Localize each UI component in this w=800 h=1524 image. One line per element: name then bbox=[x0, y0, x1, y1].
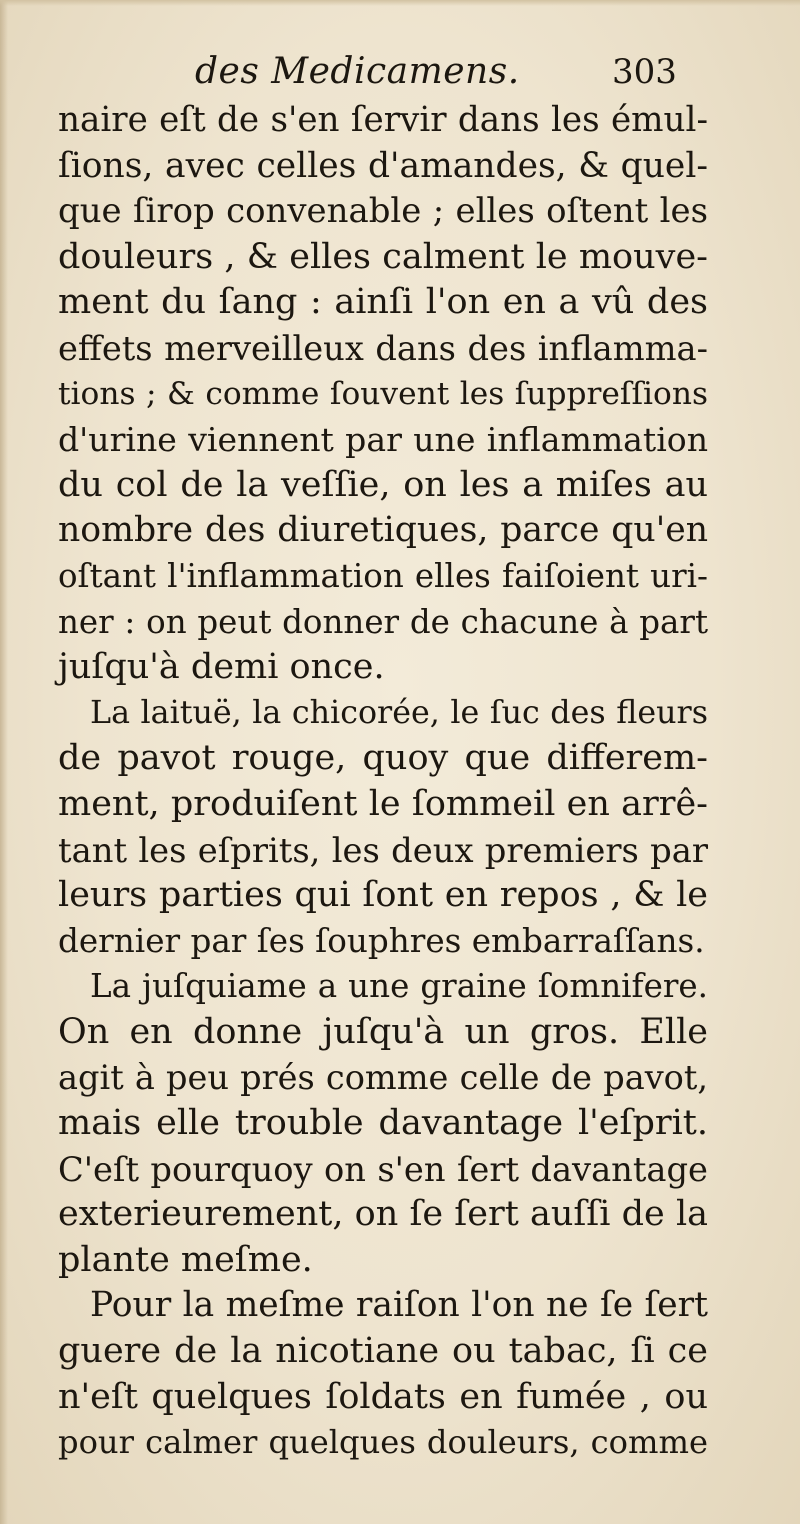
text-line: C'eſt pourquoy on s'en ſert davantage bbox=[58, 1149, 708, 1189]
paragraph-end-line: dernier par ſes ſouphres embarraſſans. bbox=[58, 921, 705, 960]
text-line: exterieurement, on ſe ſert auſſi de la bbox=[58, 1194, 708, 1235]
text-line: ſions, avec celles d'amandes, & quel- bbox=[58, 145, 708, 186]
text-line: leurs parties qui ſont en repos , & le bbox=[58, 875, 708, 916]
text-line: tant les eſprits, les deux premiers par bbox=[58, 830, 708, 870]
text-line: guere de la nicotiane ou tabac, ſi ce bbox=[58, 1331, 708, 1372]
text-line: mais elle trouble davantage l'eſprit. bbox=[58, 1103, 708, 1144]
running-head bbox=[0, 44, 800, 104]
paragraph-end-line: plante meſme. bbox=[58, 1239, 313, 1280]
text-line: effets merveilleux dans des inflamma- bbox=[58, 328, 708, 368]
text-line: d'urine viennent par une inflammation bbox=[58, 420, 708, 460]
text-line: nombre des diuretiques, parce qu'en bbox=[58, 510, 708, 551]
running-title: des Medicamens. bbox=[195, 51, 520, 92]
text-line: que ſirop convenable ; elles oſtent les bbox=[58, 192, 708, 232]
paragraph-start-line: La laituë, la chicorée, le ſuc des fleurs bbox=[90, 694, 708, 731]
text-line: de pavot rouge, quoy que differem- bbox=[58, 738, 708, 779]
page-number: 303 bbox=[612, 52, 677, 92]
page-top-shadow bbox=[0, 0, 800, 6]
body-text bbox=[58, 98, 708, 1466]
text-line: douleurs , & elles calment le mouve- bbox=[58, 236, 708, 277]
text-line: On en donne juſqu'à un gros. Elle bbox=[58, 1011, 708, 1052]
paragraph-start-line: La juſquiame a une graine ſomnifere. bbox=[90, 967, 708, 1006]
text-line: pour calmer quelques douleurs, comme bbox=[58, 1423, 708, 1462]
paragraph-start-line: Pour la meſme raiſon l'on ne ſe ſert bbox=[90, 1285, 708, 1326]
text-line: ment du ſang : ainſi l'on en a vû des bbox=[58, 282, 708, 323]
text-line: n'eſt quelques ſoldats en fumée , ou bbox=[58, 1376, 708, 1417]
text-line: ner : on peut donner de chacune à part bbox=[58, 602, 708, 641]
text-line: oſtant l'inflammation elles faiſoient uri- bbox=[58, 556, 708, 595]
page-edge-shadow bbox=[0, 0, 8, 1524]
paragraph-end-line: juſqu'à demi once. bbox=[58, 647, 385, 688]
text-line: agit à peu prés comme celle de pavot, bbox=[58, 1058, 708, 1098]
text-line: du col de la veſſie, on les a miſes au bbox=[58, 464, 708, 505]
text-line: ment, produiſent le ſommeil en arrê- bbox=[58, 783, 708, 824]
text-line: naire eſt de s'en ſervir dans les émul- bbox=[58, 100, 708, 140]
text-line: tions ; & comme ſouvent les ſuppreſſions bbox=[58, 375, 708, 412]
